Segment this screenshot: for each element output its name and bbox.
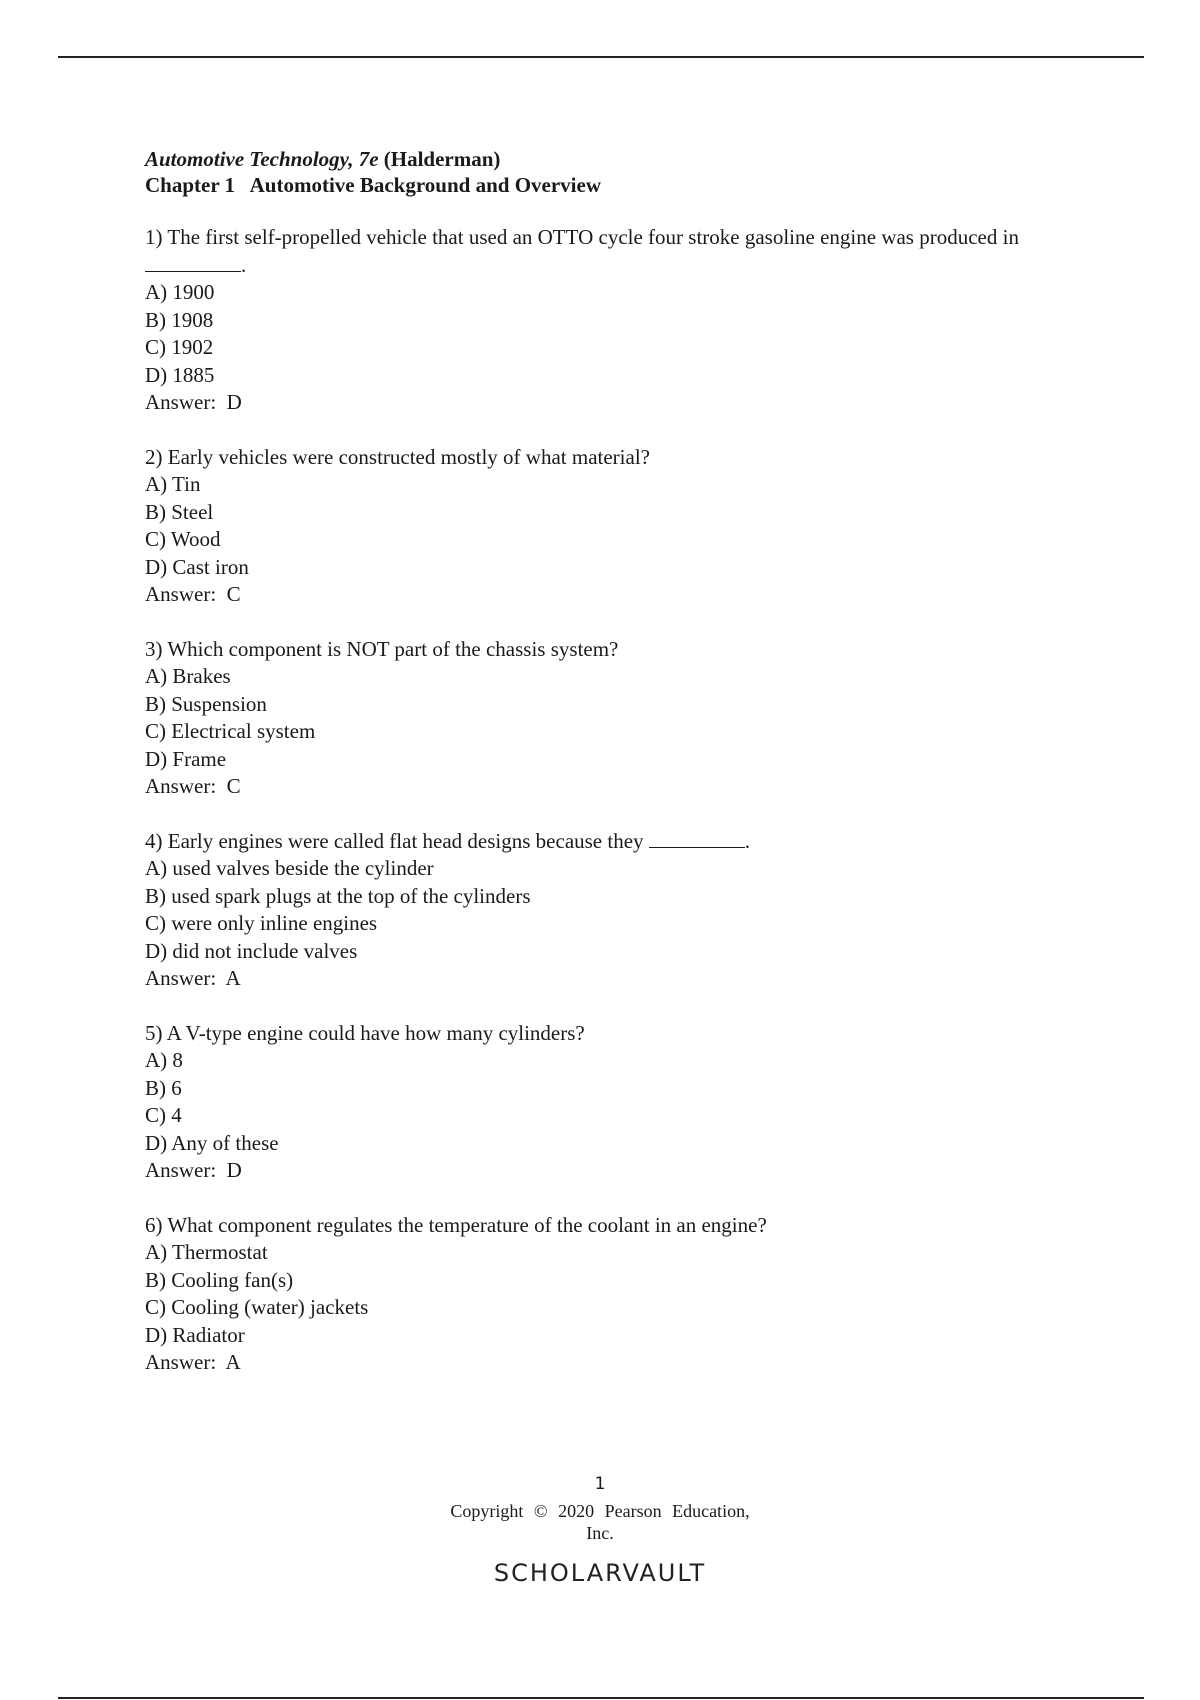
question-stem: 6) What component regulates the temperature of the coolant in an engine? — [145, 1212, 767, 1237]
option-d: D) Frame — [145, 746, 227, 771]
answer-key: Answer: A — [145, 1350, 241, 1374]
option-c: C) were only inline engines — [145, 911, 378, 935]
book-title-name: Automotive Technology, 7e — [145, 147, 379, 171]
chapter-title: Chapter 1 Automotive Background and Overview — [145, 173, 601, 197]
question-5 — [145, 1020, 1045, 1185]
watermark-text: SCHOLARVAULT — [493, 1559, 707, 1587]
question-2 — [145, 444, 1045, 609]
question-3 — [145, 636, 1045, 801]
question-list — [145, 224, 1045, 1377]
book-title-author: (Halderman) — [378, 147, 501, 171]
option-b: B) used spark plugs at the top of the cylinders — [145, 883, 531, 908]
copyright-notice-line2: Inc. — [586, 1523, 614, 1543]
question-stem: 2) Early vehicles were constructed mostly of what material? — [145, 444, 650, 469]
answer-key: Answer: C — [145, 774, 241, 798]
option-a: A) Brakes — [145, 664, 231, 688]
option-b: B) Cooling fan(s) — [145, 1267, 294, 1292]
option-b: B) 6 — [145, 1075, 182, 1100]
bottom-rule — [58, 1697, 1144, 1699]
answer-key: Answer: D — [145, 1158, 242, 1182]
option-a: A) Tin — [145, 472, 201, 496]
option-c: C) Electrical system — [145, 719, 316, 743]
document-body — [145, 146, 1045, 1404]
answer-blank — [649, 829, 745, 848]
option-b: B) 1908 — [145, 307, 214, 332]
question-stem: 5) A V-type engine could have how many cylinders? — [145, 1020, 585, 1045]
book-title — [145, 146, 1045, 172]
option-d: D) Radiator — [145, 1322, 245, 1347]
option-b: B) Suspension — [145, 691, 267, 716]
option-c: C) 4 — [145, 1103, 182, 1127]
option-a: A) 1900 — [145, 280, 215, 304]
answer-key: Answer: A — [145, 966, 241, 990]
question-6 — [145, 1212, 1045, 1377]
option-a: A) Thermostat — [145, 1240, 268, 1264]
question-stem: 4) Early engines were called flat head designs because they . — [145, 828, 751, 853]
option-d: D) did not include valves — [145, 938, 358, 963]
question-1 — [145, 224, 1045, 417]
option-d: D) 1885 — [145, 362, 215, 387]
option-d: D) Any of these — [145, 1130, 279, 1155]
option-c: C) Wood — [145, 527, 221, 551]
question-stem: 1) The first self-propelled vehicle that used an OTTO cycle four stroke gasoline engine was produced in . — [145, 225, 1019, 277]
option-b: B) Steel — [145, 499, 214, 524]
question-4 — [145, 828, 1045, 993]
top-rule — [58, 56, 1144, 58]
question-stem: 3) Which component is NOT part of the chassis system? — [145, 636, 619, 661]
option-a: A) used valves beside the cylinder — [145, 856, 434, 880]
option-c: C) Cooling (water) jackets — [145, 1295, 369, 1319]
copyright-notice: Copyright © 2020 Pearson Education, — [450, 1501, 750, 1521]
option-c: C) 1902 — [145, 335, 214, 359]
option-d: D) Cast iron — [145, 554, 249, 579]
answer-key: Answer: D — [145, 390, 242, 414]
answer-key: Answer: C — [145, 582, 241, 606]
page-number: 1 — [594, 1474, 606, 1494]
answer-blank — [145, 253, 241, 272]
option-a: A) 8 — [145, 1048, 183, 1072]
